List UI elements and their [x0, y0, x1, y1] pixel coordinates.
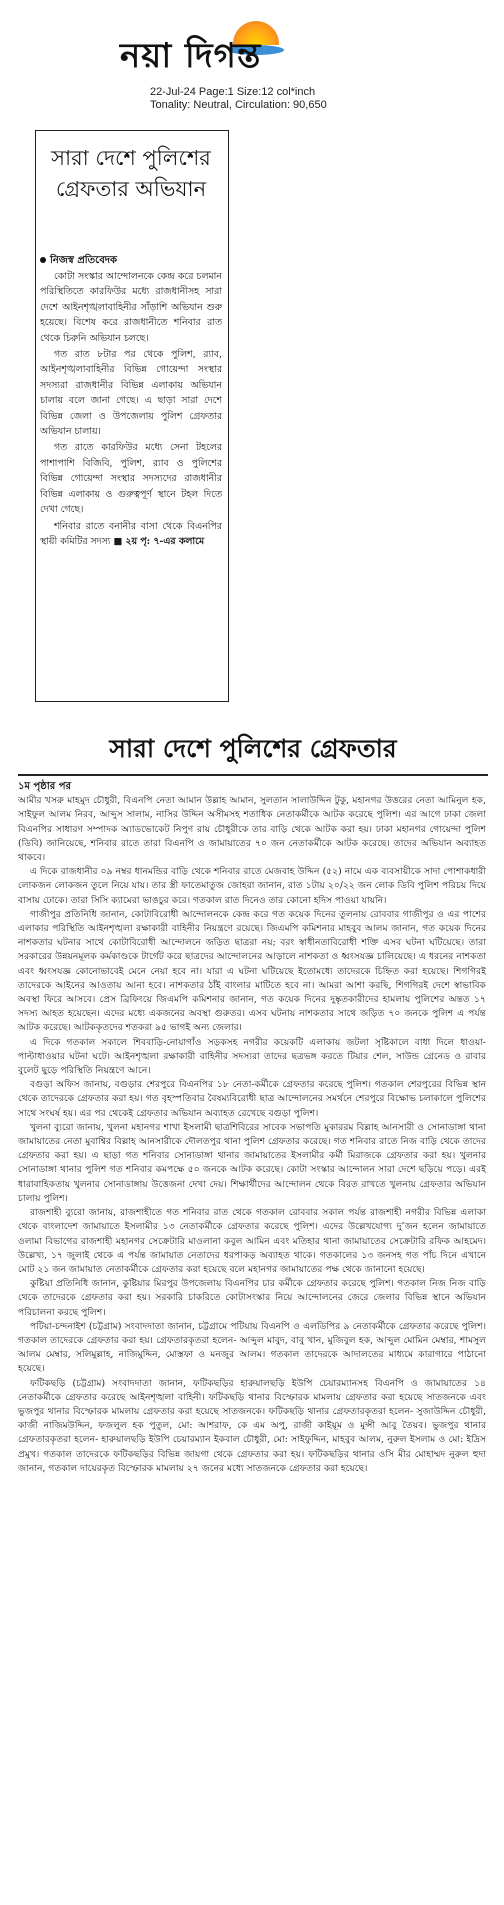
clipping-metadata [150, 86, 410, 112]
continued-paragraph: গাজীপুর প্রতিনিধি জানান, কোটাবিরোধী আন্দোলনকে কেন্দ্র করে গত কয়েক দিনের তুলনায় রোববার গাজীপুর ও এর পাশের এলাকার পরিস্থিতি আইনশৃঙ্খলা রক্ষাকারী বাহিনীর নিয়ন্ত্রণে রয়েছে। জিএমপি কমিশনার মাহবুব আলম জানান, গত কয়েক দিনের নাশকতার ঘটনার সাথে কোটাবিরোধী আন্দোলনে জড়িত ছাত্ররা নয়; বরং স্বাধীনতাবিরোধী শক্তি এসব ঘটনা ঘটিয়েছে। তারা সরকারের উন্নয়নমূলক কর্মকাণ্ডকে টার্গেট করে ছাত্রদের আন্দোলনের আড়ালে নাশকতা ও ধ্বংসযজ্ঞ চালিয়েছে। এ ধরনের নাশকতা এবং ধ্বংসযজ্ঞ কোনোভাবেই মেনে নেয়া হবে না। যারা এ ঘটনা ঘটিয়েছে ইতোমধ্যে তাদেরকে চিহ্নিত করা হয়েছে। শিগগিরই তাদেরকে আইনের আওতায় আনা হবে। নাশকতার ঠাঁই বাংলার মাটিতে হবে না। আমরা আশা করছি, শিগগিরই দেশে স্বাভাবিক অবস্থা ফিরে আসবে। প্রেস ব্রিফিংয়ে জিএমপি কমিশনার জানান, গত কয়েক দিনের দুষ্কৃতকারীদের হামলায় পুলিশের অন্তত ১৭ সদস্য আহত হয়েছেন। এদের মধ্যে একজনের অবস্থা গুরুতর। এসব ঘটনায় নাশকতার সাথে জড়িত ৭০ জনকে পুলিশ এ পর্যন্ত আটক করেছে। আটককৃতদের শতকরা ৯৫ ভাগই অন্য জেলার। [18, 908, 486, 1034]
continued-article-body [18, 780, 486, 1476]
front-page-clipping [35, 130, 229, 702]
continued-paragraph [18, 780, 486, 865]
newspaper-logo: নয়া দিগন্ত [120, 36, 262, 76]
continued-paragraph: বগুড়া অফিস জানায়, বগুড়ার শেরপুরে বিএনপির ১৮ নেতা-কর্মীকে গ্রেফতার করেছে পুলিশ। গতকাল শেরপুরের বিভিন্ন স্থান থেকে তাদেরকে গ্রেফতার করা হয়। গত বৃহস্পতিবার বৈষম্যবিরোধী ছাত্র আন্দোলনের সমর্থনে শেরপুরে বিক্ষোভ চলাকালে পুলিশের সাথে সংঘর্ষ হয়। এর পর থেকেই গ্রেফতার অভিযান অব্যাহত রেখেছে বগুড়া পুলিশ। [18, 1079, 486, 1119]
continued-paragraph: খুলনা ব্যুরো জানায়, খুলনা মহানগর শাখা ইসলামী ছাত্রশিবিরের সাবেক সভাপতি মুকাররম বিল্লাহ আনসারী ও সোনাডাঙ্গা থানা জামায়াতের নেতা মুবাশ্বির বিল্লাহ আনসারীকে দৌলতপুর থানা পুলিশ গ্রেফতার করেছে। গত শনিবার রাতে নিজ বাড়ি থেকে তাদের গ্রেফতার করা হয়। এ ছাড়া গত শনিবার সোনাডাঙ্গা থানার জামায়াতের ইসলামীর কর্মী মিরাজকে গ্রেফতার করা হয়। খুলনার সোনাডাঙ্গা থানার পুলিশ গত শনিবার কমপক্ষে ৫০ জনকে আটক করেছে। কোটা সংস্কার আন্দোলন সারা দেশে ছড়িয়ে পড়ে। এরই ধারাবাহিকতায় খুলনার সোনাডাঙ্গায় উত্তেজনা দেখা দেয়। শিক্ষার্থীদের আন্দোলন থেকে বিরত রাখতে খুলনায় গ্রেফতার অভিযান চালায় পুলিশ। [18, 1121, 486, 1204]
byline [40, 253, 117, 270]
continued-paragraph: ফটিকছড়ি (চট্টগ্রাম) সংবাদদাতা জানান, ফটিকছড়ির হারুয়ালছড়ি ইউপি চেয়ারম্যানসহ বিএনপি ও জামায়াতের ১৪ নেতাকর্মীকে গ্রেফতার করেছে আইনশৃঙ্খলা বাহিনী। ফটিকছড়ি থানার বিস্ফোরক মামলায় গ্রেফতার করা হয়েছে সাতজনকে এবং ভুজপুর থানার বিস্ফোরক মামলায় গ্রেফতার করা হয়েছে সাতজনকে। ফটিকছড়ি থানার গ্রেফতারকৃতরা হলেন- সুজাউদ্দিন চৌধুরী, কাজী নাজিমউদ্দিন, ফজলুল হক পুতুল, মো: আশরাফ, কে এম অপু, রাজী কাইয়ূম ও মুন্সী আবু তৈয়ব। ভুজপুর থানার গ্রেফতারকৃতরা হলেন- হারুয়ালছড়ি ইউপি চেয়ারম্যান ইকবাল চৌধুরী, মো: সাইফুদ্দিন, মাহবুব আলম, নুরুল ইসলাম ও মো: ইদ্রিস প্রমুখ। গতকাল তাদেরকে ফটিকছড়ির বিভিন্ন জায়গা থেকে গ্রেফতার করা হয়। ফটিকছড়ির থানার ওসি মীর মোহাম্মদ নুরুল হুদা জানান, গতকাল দায়েরকৃত বিস্ফোরক মামলায় ২৭ জনের মধ্যে সাতজনকে গ্রেফতার করা হয়েছে। [18, 1377, 486, 1474]
continued-paragraph: এ দিকে রাজধানীর ০৯ নম্বর ধানমন্ডির বাড়ি থেকে শনিবার রাতে মেজবাহ উদ্দিন (৫২) নামে এক ব্যবসায়ীকে সাদা পোশাকধারী লোকজন লোকজন তুলে নিয়ে যায়। তার স্ত্রী ফাতেমাতুজ জোহরা জানান, রাত ১টায় ২০/২২ জন লোক ডিবি পুলিশ পরিচয় দিয়ে বাসায় ঢোকে। তারা সিসি ক্যামেরা ভাঙচুর করে। গতকাল রাত দিনেও তার কোনো হদিস পাওয়া যায়নি। [18, 866, 486, 906]
front-paragraph-last: শনিবার রাতে বনানীর বাসা থেকে বিএনপির স্থায়ী কমিটির সদস্য ■ ২য় পৃ: ৭-এর কলামে [40, 520, 222, 547]
front-article-body [40, 269, 222, 550]
front-headline: সারা দেশে পুলিশের গ্রেফতার অভিযান [51, 146, 211, 201]
continued-paragraph: এ দিকে গতকাল সকালে শিববাড়ি-নোয়াগাঁও সড়কসহ নগরীর কয়েকটি এলাকায় জটলা সৃষ্টিকালে বাধা দিলে ধাওয়া-পাল্টাধাওয়ার ঘটনা ঘটে। আইনশৃঙ্খলা রক্ষাকারী বাহিনীর সদস্যরা তাদের ছত্রভঙ্গ করতে টিয়ার শেল, সাউন্ড গ্রেনেড ও রাবার বুলেট ছুড়ে পরিস্থিতি নিয়ন্ত্রণে আনে। [18, 1036, 486, 1077]
continued-clipping [18, 730, 488, 1895]
headline-divider [18, 774, 488, 776]
front-paragraph: গত রাত ৮টার পর থেকে পুলিশ, র‌্যাব, আইনশৃঙ্খলাবাহিনীর বিভিন্ন গোয়েন্দা সংস্থার সদস্যরা রাজধানীর বিভিন্ন এলাকায় অভিযান চালায় বলে জানা গেছে। এ ছাড়া সারা দেশে বিভিন্ন জেলা ও উপজেলায় পুলিশ গ্রেফতার অভিযান চালায়। [40, 349, 222, 438]
bullet-icon [40, 257, 46, 263]
continued-headline: সারা দেশে পুলিশের গ্রেফতার [109, 734, 397, 763]
jump-reference: ২য় পৃ: ৭-এর কলামে [125, 535, 205, 547]
continued-paragraph: রাজশাহী ব্যুরো জানায়, রাজশাহীতে গত শনিবার রাত থেকে গতকাল রোববার সকাল পর্যন্ত রাজশাহী নগরীর বিভিন্ন এলাকা থেকে বাংলাদেশ জামায়াতে ইসলামীর ১৩ নেতাকর্মীকে গ্রেফতার করেছে পুলিশ। এদের উল্লেখযোগ্য দু’জন হলেন জামায়াতে ওলামা বিভাগের রাজশাহী মহানগর সেক্রেটারি মাওলানা কবুল আমিন এবং মতিহার থানা জামায়াতের সেক্রেটারি রফিক আহমেদ। উল্লেখ্য, ১৭ জুলাই থেকে এ পর্যন্ত জামায়াত নেতাদের ধরপাকড় অব্যাহত থাকে। গতকালের ১৩ জনসহ গত পাঁচ দিনে এখানে মোট ২১ জন জামায়াত নেতাকর্মীকে গ্রেফতার করা হয়েছে বলে মহানগর জামায়াতের পক্ষ থেকে জানানো হয়েছে। [18, 1207, 486, 1275]
continued-from-label: ১ম পৃষ্ঠার পর [18, 781, 71, 792]
front-paragraph-text: শনিবার রাতে বনানীর বাসা থেকে বিএনপির স্থায়ী কমিটির সদস্য [40, 520, 222, 547]
front-paragraph: গত রাতে কারফিউর মধ্যে সেনা টহলের পাশাপাশি বিজিবি, পুলিশ, র‌্যাব ও পুলিশের বিভিন্ন গোয়েন্দা সংস্থার সদস্যদের রাজধানীর বিভিন্ন এলাকায় ও গুরুত্বপূর্ণ স্থানে টহল দিতে দেখা গেছে। [40, 442, 222, 516]
metadata-tonality-circulation: Tonality: Neutral, Circulation: 90,650 [150, 99, 327, 111]
continued-paragraph: কুষ্টিয়া প্রতিনিধি জানান, কুষ্টিয়ার মিরপুর উপজেলায় বিএনপির চার কর্মীকে গ্রেফতার করেছে পুলিশ। গতকাল নিজ নিজ বাড়ি থেকে তাদেরকে গ্রেফতার করা হয়। সরকারি চাকরিতে কোটাসংস্কার নিয়ে আন্দোলনের জেরে জেলার বিভিন্ন স্থানে অভিযান পরিচালনা করছে পুলিশ। [18, 1278, 486, 1318]
newspaper-masthead [0, 18, 504, 78]
front-paragraph: কোটা সংস্কার আন্দোলনকে কেন্দ্র করে চলমান পরিস্থিতিতে কারফিউর মধ্যে রাজধানীসহ সারা দেশে আইনশৃঙ্খলাবাহিনীর সাঁড়াশি অভিযান শুরু হয়েছে। বিশেষ করে রাজধানীতে শনিবার রাত থেকে চিরুনি অভিযান চলছে। [40, 271, 222, 344]
byline-text: নিজস্ব প্রতিবেদক [50, 255, 118, 266]
continued-paragraph-text: আমীর খসরু মাহমুদ চৌধুরী, বিএনপি নেতা আমান উল্লাহ আমান, সুলতান সালাউদ্দিন টুকু, মহানগর উত্তরের নেতা আমিনুল হক, সাইফুল আলম নিরব, আব্দুস সালাম, নাসির উদ্দিন অসীমসহ শতাধিক নেতাকর্মীকে আটক করেছে পুলিশ। এর আগে ঢাকা জেলা বিএনপির সাধারণ সম্পাদক অ্যাডভোকেট নিপুণ রায় চৌধুরীকে তার বাড়ি থেকে আটক করা হয়। ঢাকা মহানগর গোয়েন্দা পুলিশ (ডিবি) জানিয়েছে, শনিবার রাতে তারা বিএনপি ও জামায়াতের ৭০ জন নেতাকর্মীকে আটক করেছে। তাদের অভিযান অব্যাহত থাকবে। [18, 795, 486, 864]
metadata-date-page-size: 22-Jul-24 Page:1 Size:12 col*inch [150, 86, 316, 98]
continued-paragraph: পটিয়া-চন্দনাইশ (চট্টগ্রাম) সংবাদদাতা জানান, চট্টগ্রামে পটিয়ায় বিএনপি ও এলডিপির ৯ নেতাকর্মীকে গ্রেফতার করেছে পুলিশ। গতকাল তাদেরকে গ্রেফতার করা হয়। গ্রেফতারকৃতরা হলেন- আব্দুল মাবুদ, বাবু খান, মুজিবুল হক, আব্দুল মোমিন মেম্বার, শামসুল আলম মেম্বার, সলিমুল্লাহ, নাজিমুদ্দিন, মোস্তফা ও মনজুর আলম। গতকাল তাদেরকে আদালতের মাধ্যমে কারাগারে পাঠানো হয়েছে। [18, 1320, 486, 1375]
